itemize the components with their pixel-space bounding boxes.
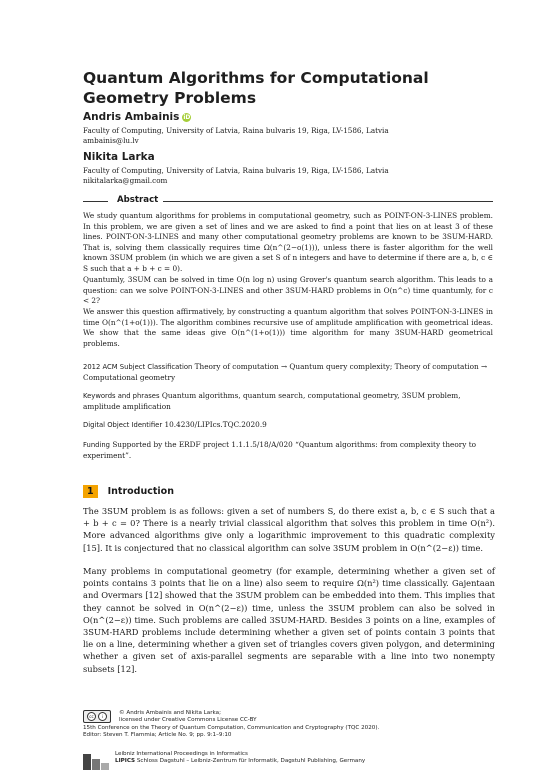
license-row	[83, 710, 513, 725]
author-name: Nikita Larka	[83, 151, 155, 163]
abstract-rule-left	[83, 201, 108, 202]
keywords	[83, 391, 493, 412]
orcid-icon[interactable]: iD	[183, 114, 191, 121]
lipics-logo-text: LIPICS	[115, 758, 136, 765]
abstract-paragraph: We study quantum algorithms for problems in computational geometry, such as POINT-ON-3-LINES problem. In this problem, we are given a set of lines and we are asked to find a point that lies on at least 3 of these lines. POINT-ON-3-LINES and many other computational geometry problems are known to be 3SUM-HARD. That is, solving them classically requires time Ω(n^(2−o(1))), unless there is faster algorithm for the well known 3SUM problem (in which we are given a set S of n integers and have to determine if there are a, b, c ∈ S such that a + b + c = 0).	[83, 211, 493, 273]
acm-value: Theory of computation → Quantum query complexity; Theory of computation → Computational geometry	[83, 362, 488, 382]
lipics-logo	[83, 754, 111, 770]
paper-title: Quantum Algorithms for Computational Geometry Problems	[83, 69, 429, 107]
keywords-value: Quantum algorithms, quantum search, computational geometry, 3SUM problem, amplitude amplification	[83, 391, 461, 411]
cc-by-icon[interactable]: cc i	[83, 710, 111, 723]
publisher-name: Schloss Dagstuhl – Leibniz-Zentrum für Informatik, Dagstuhl Publishing, Germany	[136, 758, 366, 765]
funding	[83, 440, 493, 461]
author-email[interactable]: ambainis@lu.lv	[83, 136, 139, 145]
abstract-heading: Abstract	[113, 195, 162, 205]
page-footer	[83, 710, 513, 765]
license-line[interactable]: licensed under Creative Commons License CC-BY	[119, 717, 257, 724]
author-name-text: Andris Ambainis	[83, 111, 180, 123]
doi-value[interactable]: 10.4230/LIPIcs.TQC.2020.9	[164, 420, 267, 429]
copyright-line: © Andris Ambainis and Nikita Larka;	[119, 710, 221, 716]
license-text	[119, 710, 257, 725]
intro-paragraph: Many problems in computational geometry (for example, determining whether a given set of points contains 3 points that lie on a line) also seem to require Ω(n²) time classically. Gajentaan and Overmars [12] showed that the 3SUM problem can be embedded into them. This implies that they cannot be solved in O(n^(2−ε)) time, unless the 3SUM problem can also be solved in O(n^(2−ε)) time. Such problems are called 3SUM-HARD. Besides 3 points on a line, examples of 3SUM-HARD problems include determining whether a given set of points contain 3 points that lie on a line, determining whether a given set of triangles covers given polygon, and determining whether a given set of axis-parallel segments are separable with a line into two nonempty subsets [12].	[83, 566, 496, 674]
author-email[interactable]: nikitalarka@gmail.com	[83, 176, 168, 185]
conference-line: 15th Conference on the Theory of Quantum Computation, Communication and Cryptography (TQC 2020).	[83, 724, 380, 731]
section-number: 1	[83, 485, 98, 498]
publisher-line	[115, 758, 495, 765]
funding-label: Funding	[83, 441, 110, 449]
abstract-paragraph: Quantumly, 3SUM can be solved in time O(n log n) using Grover's quantum search algorithm. This leads to a question: can we solve POINT-ON-3-LINES and other 3SUM-HARD problems in O(n^c) time quantumly, for c < 2?	[83, 275, 493, 306]
abstract-rule-right	[163, 201, 493, 202]
intro-paragraph: The 3SUM problem is as follows: given a set of numbers S, do there exist a, b, c ∈ S such that a + b + c = 0? There is a nearly trivial classical algorithm that solves this problem in time O(n²). More advanced algorithms give only a logarithmic improvement to this quadratic complexity [15]. It is conjectured that no classical algorithm can solve 3SUM problem in O(n^(2−ε)) time.	[83, 506, 495, 553]
section-title: Introduction	[107, 486, 174, 497]
author-affiliation: Faculty of Computing, University of Latvia, Raina bulvaris 19, Riga, LV-1586, Latvia	[83, 166, 389, 175]
doi-label: Digital Object Identifier	[83, 421, 163, 429]
author-name	[83, 111, 191, 123]
funding-value: Supported by the ERDF project 1.1.1.5/18/A/020 “Quantum algorithms: from complexity theory to experiment”.	[83, 440, 477, 460]
abstract-paragraph: We answer this question affirmatively, by constructing a quantum algorithm that solves POINT-ON-3-LINES in time O(n^(1+o(1))). The algorithm combines recursive use of amplitude amplification with geometrical ideas. We show that the same ideas give O(n^(1+o(1))) time algorithm for many 3SUM-HARD geometrical problems.	[83, 307, 493, 348]
section-heading	[83, 485, 174, 498]
acm-label: 2012 ACM Subject Classification	[83, 363, 193, 371]
keywords-label: Keywords and phrases	[83, 392, 160, 400]
series-line: Leibniz International Proceedings in Informatics	[115, 751, 248, 757]
editor-line: Editor: Steven T. Flammia; Article No. 9; pp. 9:1–9:10	[83, 731, 232, 738]
acm-classification	[83, 362, 493, 383]
author-affiliation: Faculty of Computing, University of Latvia, Raina bulvaris 19, Riga, LV-1586, Latvia	[83, 126, 389, 135]
doi	[83, 420, 493, 431]
lipics-text	[115, 751, 495, 766]
